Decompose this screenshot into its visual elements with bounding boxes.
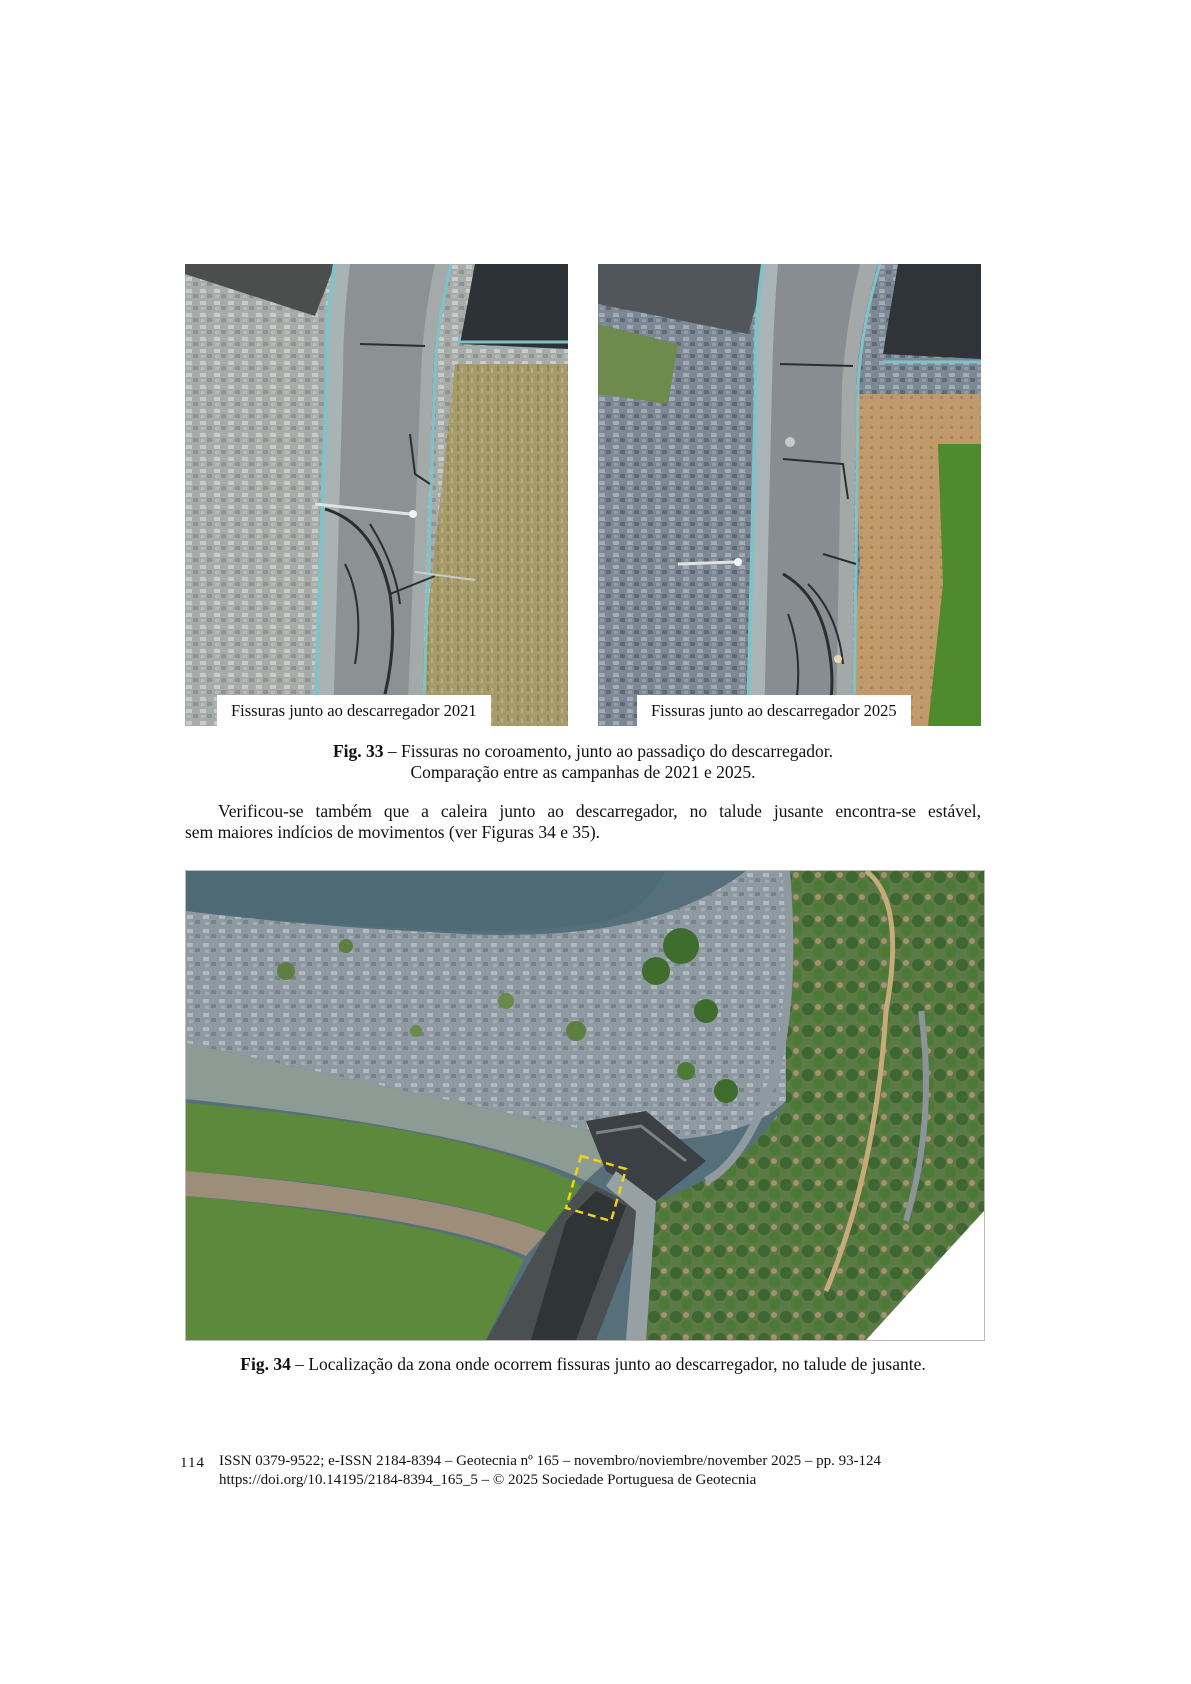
fig34-photo-drawing [186, 871, 984, 1340]
fig33-caption [185, 741, 981, 783]
footer-page-number: 114 [180, 1455, 205, 1471]
footer-doi-line: https://doi.org/10.14195/2184-8394_165_5 – © 2025 Sociedade Portuguesa de Geotecnia [219, 1472, 757, 1488]
footer-issn-line: ISSN 0379-9522; e-ISSN 2184-8394 – Geotecnia nº 165 – novembro/noviembre/november 2025 – pp. 93-124 [219, 1453, 882, 1469]
fig33-photo-2025-drawing [598, 264, 981, 726]
fig33-label-2021: Fissuras junto ao descarregador 2021 [217, 695, 491, 726]
fig34-caption-number: Fig. 34 [240, 1354, 291, 1374]
fig33-photo-2025 [598, 264, 981, 726]
body-paragraph [185, 801, 981, 843]
footer-citation [219, 1452, 1019, 1490]
fig33-caption-line2: Comparação entre as campanhas de 2021 e 2025. [410, 762, 756, 782]
fig33-caption-number: Fig. 33 [332, 741, 384, 761]
body-paragraph-line1: Verificou-se também que a caleira junto ao descarregador, no talude jusante encontra-se estável, [218, 801, 981, 821]
fig33-caption-line1 [185, 741, 981, 762]
fig34-caption-text: – Localização da zona onde ocorrem fissuras junto ao descarregador, no talude de jusante. [290, 1354, 926, 1374]
fig33-caption-text: – Fissuras no coroamento, junto ao passadiço do descarregador. [383, 741, 834, 761]
fig34-caption [185, 1354, 981, 1375]
fig33-photo-2021-drawing [185, 264, 568, 726]
fig33-label-2025: Fissuras junto ao descarregador 2025 [637, 695, 911, 726]
fig34-photo [185, 870, 985, 1341]
fig33-photo-2021 [185, 264, 568, 726]
body-paragraph-line2: sem maiores indícios de movimentos (ver Figuras 34 e 35). [185, 822, 601, 842]
